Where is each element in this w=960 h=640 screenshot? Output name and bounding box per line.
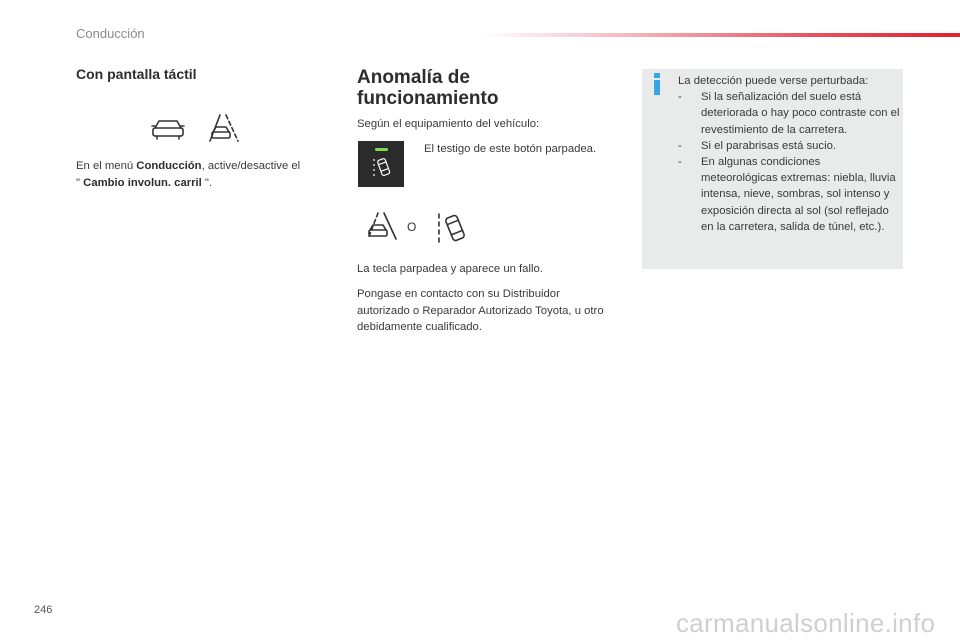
- list-item-text: En algunas condiciones meteorológicas extremas: niebla, lluvia intensa, nieve, sombras, sol intenso y exposición directa al sol (sol reflejado en la carretera, salida de túnel, etc.).: [701, 156, 896, 233]
- blink-text: El testigo de este botón parpadea.: [424, 143, 597, 155]
- list-dash: -: [678, 139, 682, 152]
- menu-text-pre: En el menú: [76, 160, 137, 172]
- contact-text: Pongase en contacto con su Distribuidor autorizado o Reparador Autorizado Toyota, u otro debidamente cualificado.: [357, 288, 604, 333]
- header-divider: [480, 33, 960, 37]
- section-title: Conducción: [76, 26, 145, 41]
- quote-open: ": [76, 176, 84, 189]
- list-item-text: Si la señalización del suelo está deteriorada o hay poco contraste con el revestimiento de la carretera.: [701, 91, 900, 136]
- list-dash: -: [678, 91, 682, 104]
- lane-keep-warning-icon: [434, 210, 468, 244]
- info-text: [678, 73, 900, 235]
- setting-name: Cambio involun. carril: [83, 176, 202, 189]
- info-list: [678, 89, 900, 235]
- menu-instruction: [76, 158, 331, 191]
- fault-text: La tecla parpadea y aparece un fallo.: [357, 263, 543, 275]
- page-number: 246: [34, 604, 53, 616]
- or-separator: O: [407, 220, 417, 234]
- touchscreen-heading: Con pantalla táctil: [76, 66, 197, 82]
- info-icon: [652, 73, 662, 95]
- lane-departure-icon: [206, 113, 240, 143]
- watermark: carmanualsonline.info: [676, 608, 936, 638]
- list-dash: -: [678, 156, 682, 169]
- malfunction-heading: Anomalía de funcionamiento: [357, 67, 499, 109]
- equipment-text: Según el equipamiento del vehículo:: [357, 118, 540, 130]
- lane-keep-button-icon: [358, 141, 404, 187]
- quote-close: ".: [201, 176, 213, 189]
- car-front-icon: [150, 116, 186, 140]
- list-item: [678, 89, 900, 138]
- lane-departure-icon: [364, 211, 398, 241]
- list-item: [678, 154, 900, 235]
- menu-name: Conducción: [136, 160, 202, 172]
- list-item-text: Si el parabrisas está sucio.: [701, 139, 837, 152]
- list-item: [678, 138, 900, 154]
- menu-text-mid: , active/desactive el: [201, 160, 301, 172]
- info-intro: La detección puede verse perturbada:: [678, 75, 869, 87]
